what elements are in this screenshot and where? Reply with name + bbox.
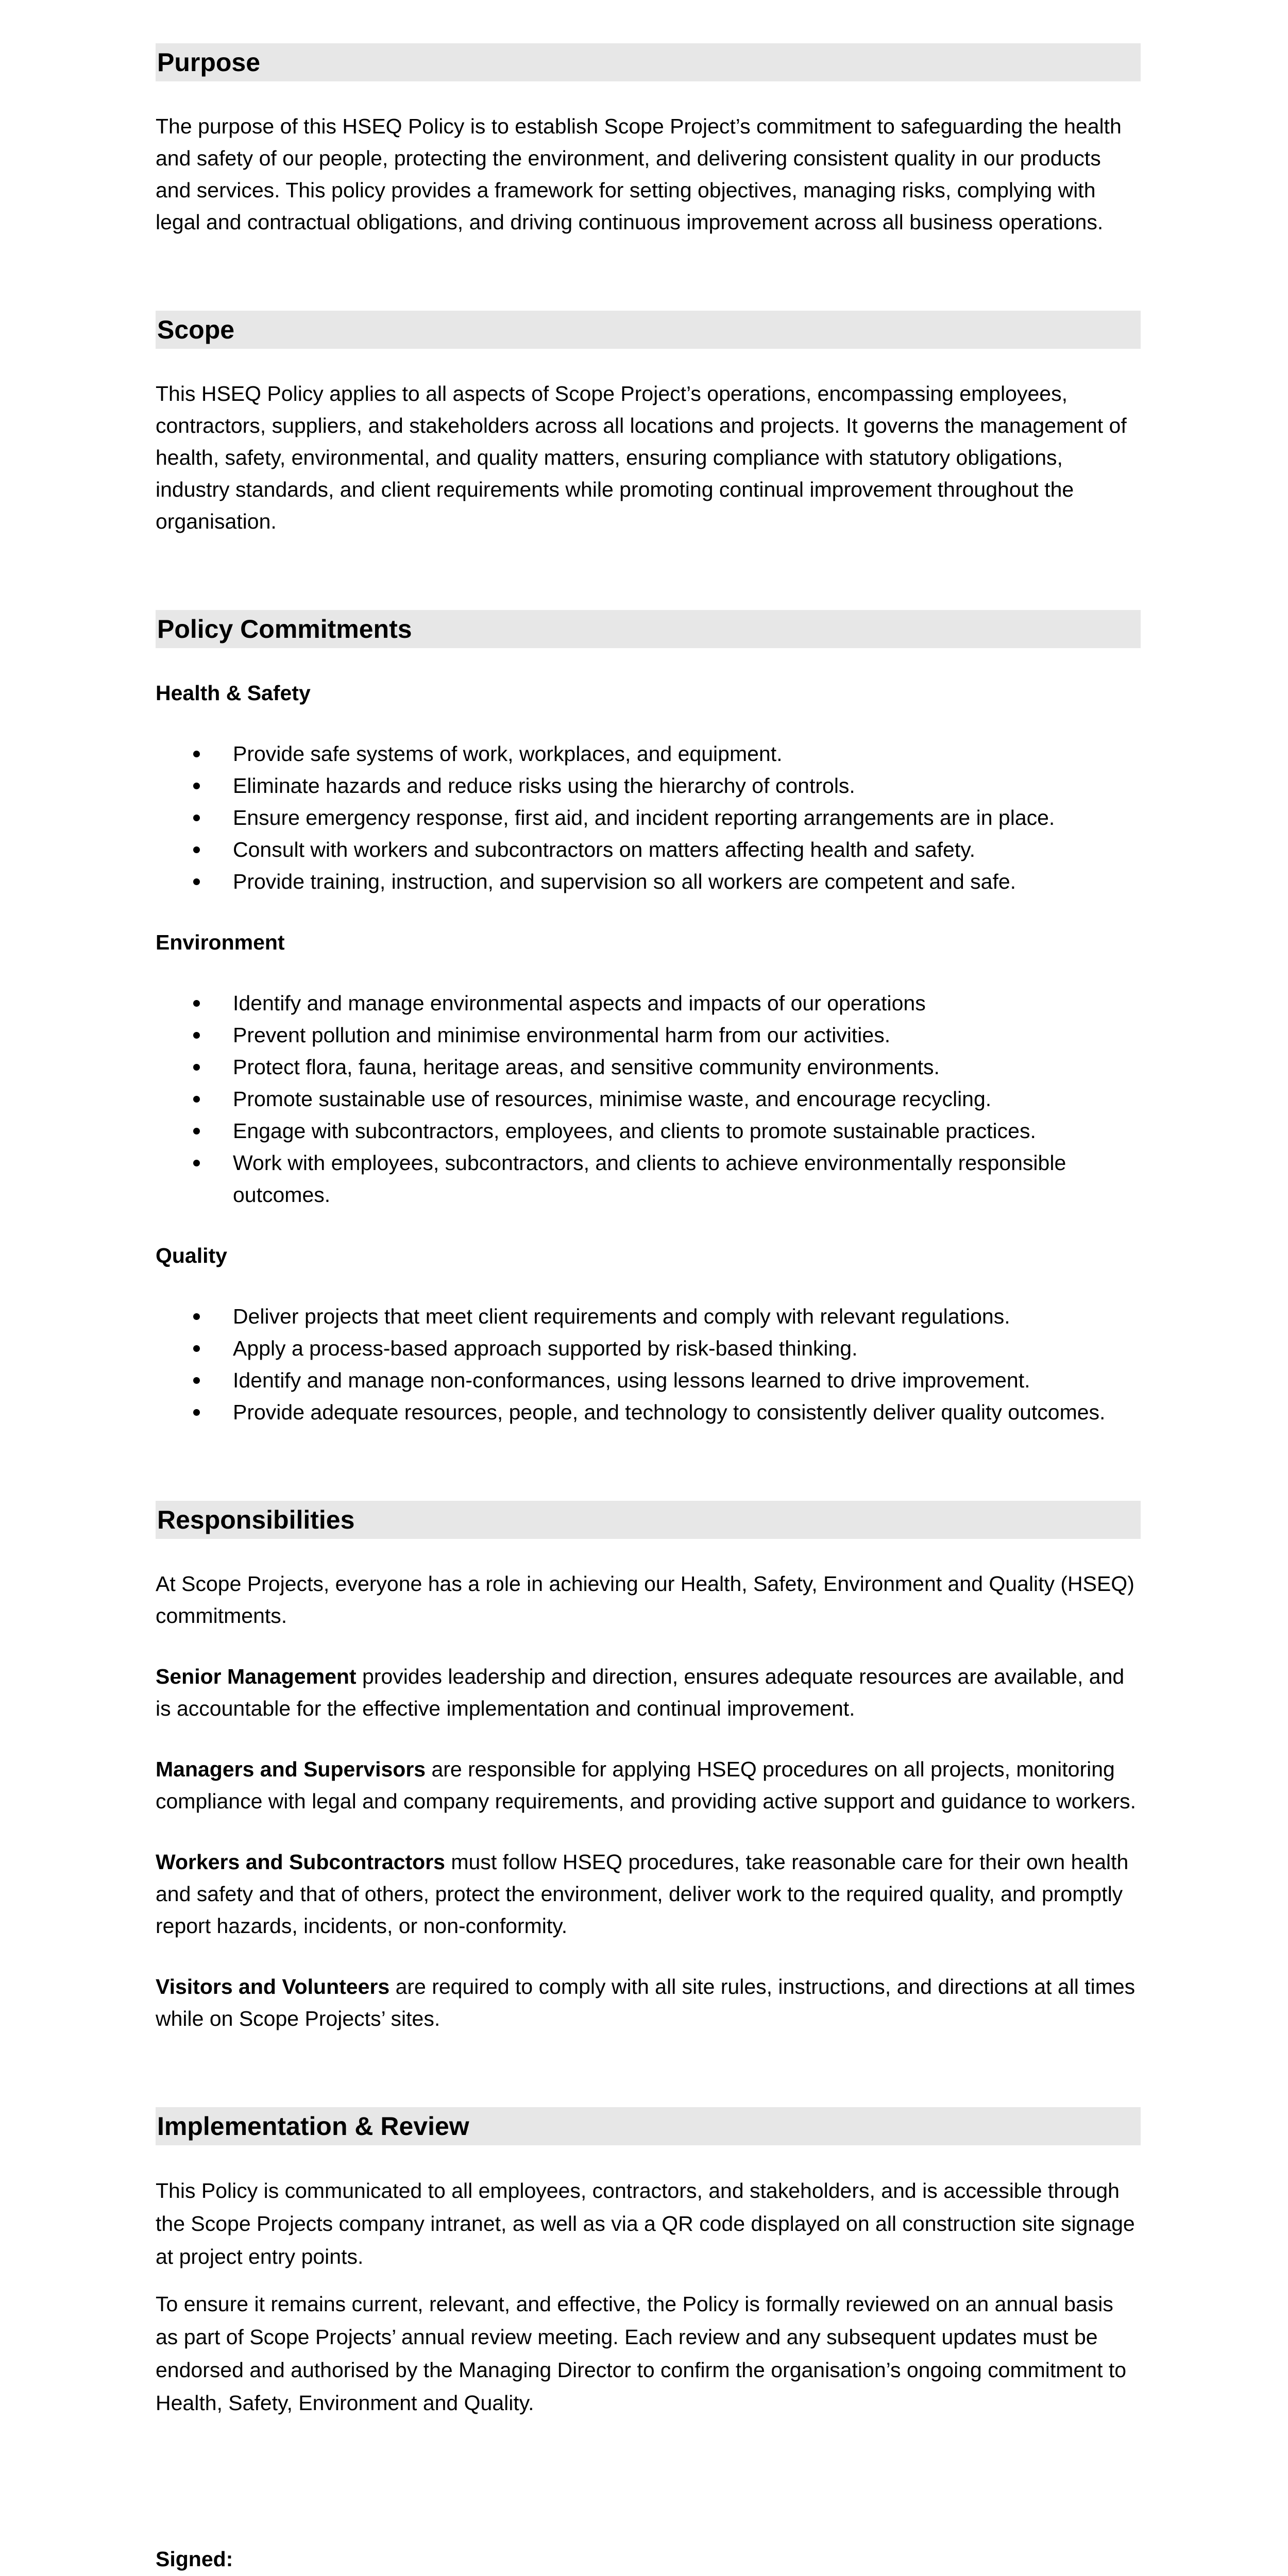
role-workers-subcontractors [156, 1846, 1141, 1942]
health-safety-title: Health & Safety [156, 681, 311, 705]
list-item: Provide adequate resources, people, and technology to consistently deliver quality outcomes. [233, 1396, 1141, 1428]
role-name: Workers and Subcontractors [156, 1850, 445, 1874]
list-item: Engage with subcontractors, employees, and clients to promote sustainable practices. [233, 1115, 1141, 1147]
implementation-heading: Implementation & Review [156, 2107, 1141, 2145]
list-item: Identify and manage environmental aspects and impacts of our operations [233, 987, 1141, 1019]
implementation-para-1: This Policy is communicated to all employees, contractors, and stakeholders, and is accessible through the Scope Projects company intranet, as well as via a QR code displayed on all construction site signage at project entry points. [156, 2179, 1135, 2268]
signed-label: Signed: [156, 2547, 233, 2571]
role-text: must follow HSEQ procedures, take reasonable care for their own health and safety and that of others, protect the environment, deliver work to the required quality, and promptly report hazards, incidents, or non-conformity. [156, 1850, 1129, 1938]
purpose-text: The purpose of this HSEQ Policy is to establish Scope Project’s commitment to safeguarding the health and safety of our people, protecting the environment, and delivering consistent quality in our products and services. This policy provides a framework for setting objectives, managing risks, complying with legal and contractual obligations, and driving continuous improvement across all business operations. [156, 114, 1122, 234]
commitments-heading: Policy Commitments [156, 610, 1141, 648]
responsibilities-intro: At Scope Projects, everyone has a role in achieving our Health, Safety, Environment and Quality (HSEQ) commitments. [156, 1572, 1134, 1628]
list-item: Protect flora, fauna, heritage areas, and sensitive community environments. [233, 1051, 1141, 1083]
list-item: Consult with workers and subcontractors on matters affecting health and safety. [233, 834, 1141, 866]
list-item: Provide training, instruction, and supervision so all workers are competent and safe. [233, 866, 1141, 897]
list-item: Eliminate hazards and reduce risks using the hierarchy of controls. [233, 770, 1141, 802]
list-item: Provide safe systems of work, workplaces, and equipment. [233, 738, 1141, 770]
role-text: provides leadership and direction, ensures adequate resources are available, and is accountable for the effective implementation and continual improvement. [156, 1665, 1125, 1720]
role-managers-supervisors [156, 1753, 1141, 1817]
policy-document [156, 43, 1141, 2576]
purpose-heading: Purpose [156, 43, 1141, 81]
implementation-para-2: To ensure it remains current, relevant, and effective, the Policy is formally reviewed on an annual basis as part of Scope Projects’ annual review meeting. Each review and any subsequent updates must be endorsed and authorised by the Managing Director to confirm the organisation’s ongoing commitment to Health, Safety, Environment and Quality. [156, 2292, 1127, 2415]
role-visitors-volunteers [156, 1971, 1141, 2035]
list-item: Prevent pollution and minimise environmental harm from our activities. [233, 1019, 1141, 1051]
list-item: Identify and manage non-conformances, using lessons learned to drive improvement. [233, 1364, 1141, 1396]
role-senior-management [156, 1660, 1141, 1724]
environment-title: Environment [156, 930, 285, 954]
list-item: Ensure emergency response, first aid, and incident reporting arrangements are in place. [233, 802, 1141, 834]
environment-list [156, 987, 1141, 1211]
role-text: are required to comply with all site rules, instructions, and directions at all times while on Scope Projects’ sites. [156, 1975, 1136, 2030]
scope-text: This HSEQ Policy applies to all aspects of Scope Project’s operations, encompassing employees, contractors, suppliers, and stakeholders across all locations and projects. It governs the management of health, safety, environmental, and quality matters, ensuring compliance with statutory obligations, industry standards, and client requirements while promoting continual improvement throughout the organisation. [156, 382, 1127, 533]
role-name: Managers and Supervisors [156, 1757, 426, 1781]
list-item: Apply a process-based approach supported by risk-based thinking. [233, 1332, 1141, 1364]
responsibilities-heading: Responsibilities [156, 1501, 1141, 1539]
role-name: Visitors and Volunteers [156, 1975, 390, 1998]
list-item: Promote sustainable use of resources, minimise waste, and encourage recycling. [233, 1083, 1141, 1115]
list-item: Work with employees, subcontractors, and clients to achieve environmentally responsible outcomes. [233, 1147, 1141, 1211]
list-item: Deliver projects that meet client requirements and comply with relevant regulations. [233, 1300, 1141, 1332]
scope-heading: Scope [156, 311, 1141, 349]
role-name: Senior Management [156, 1665, 357, 1688]
role-text: are responsible for applying HSEQ procedures on all projects, monitoring compliance with legal and company requirements, and providing active support and guidance to workers. [156, 1757, 1137, 1813]
health-safety-list [156, 738, 1141, 897]
quality-title: Quality [156, 1244, 227, 1267]
quality-list [156, 1300, 1141, 1428]
